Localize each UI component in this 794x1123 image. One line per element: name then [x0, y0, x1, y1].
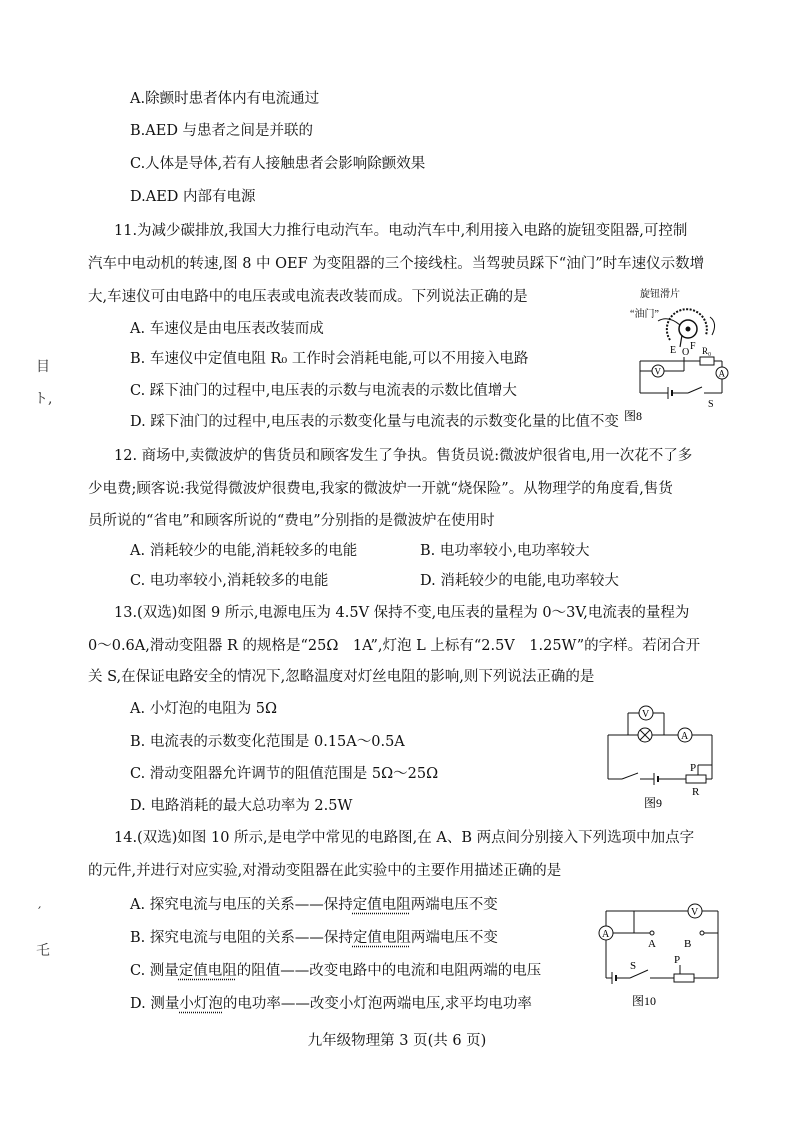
fig8-f: F — [690, 341, 696, 352]
q11-stem-2: 汽车中电动机的转速,图 8 中 OEF 为变阻器的三个接线柱。当驾驶员踩下“油门”时车速仪示数增 — [88, 256, 705, 272]
q10-option-a: A.除颤时患者体内有电流通过 — [130, 91, 320, 107]
fig10-caption: 图10 — [632, 994, 657, 1008]
fig10-b: B — [684, 938, 692, 950]
q13-stem-1: 13.(双选)如图 9 所示,电源电压为 4.5V 保持不变,电压表的量程为 0～3V,电流表的量程为 — [114, 605, 690, 621]
fig9-caption: 图9 — [644, 796, 663, 810]
q12-option-b: B. 电功率较小,电功率较大 — [420, 543, 590, 559]
fig8-e: E — [670, 345, 677, 356]
q12-option-c: C. 电功率较小,消耗较多的电能 — [130, 573, 329, 589]
fig8-ammeter: A — [718, 368, 725, 379]
q11-stem-1: 11.为减少碳排放,我国大力推行电动汽车。电动汽车中,利用接入电路的旋钮变阻器,可控制 — [114, 223, 688, 239]
q12-stem-3: 员所说的“省电”和顾客所说的“费电”分别指的是微波炉在使用时 — [88, 513, 495, 529]
q11-option-d: D. 踩下油门的过程中,电压表的示数变化量与电流表的示数变化量的比值不变 — [130, 414, 619, 430]
fig10-voltmeter: V — [691, 907, 699, 918]
margin-mark-2: ト, — [34, 391, 53, 407]
figure-10 — [578, 893, 728, 1018]
fig10-p: P — [674, 954, 681, 966]
fig8-pedal-label: “油门” — [630, 309, 659, 320]
fig8-r0: R₀ — [702, 346, 712, 356]
fig8-s: S — [708, 399, 714, 410]
figure-8 — [622, 285, 732, 440]
fig8-voltmeter: V — [654, 366, 661, 377]
q13-stem-2: 0～0.6A,滑动变阻器 R 的规格是“25Ω 1A”,灯泡 L 上标有“2.5V 1.25W”的字样。若闭合开 — [88, 638, 701, 654]
margin-mark-4: 乇 — [36, 943, 50, 959]
figure-9 — [598, 695, 723, 815]
q14-option-d-dotted: 小灯泡 — [179, 996, 223, 1012]
q14-option-b: B. 探究电流与电阻的关系——保持定值电阻两端电压不变 — [130, 930, 498, 946]
margin-mark-1: 目 — [36, 359, 50, 375]
q11-option-c: C. 踩下油门的过程中,电压表的示数与电流表的示数比值增大 — [130, 383, 517, 399]
q10-option-d: D.AED 内部有电源 — [130, 189, 256, 205]
q14-option-b-dotted: 定值电阻 — [352, 930, 411, 946]
q12-option-a: A. 消耗较少的电能,消耗较多的电能 — [130, 543, 358, 559]
q13-option-d: D. 电路消耗的最大总功率为 2.5W — [130, 798, 353, 814]
q10-option-c: C.人体是导体,若有人接触患者会影响除颤效果 — [130, 156, 426, 172]
q14-stem-1: 14.(双选)如图 10 所示,是电学中常见的电路图,在 A、B 两点间分别接入下列选项中加点字 — [114, 830, 695, 846]
q14-option-c: C. 测量定值电阻的阻值——改变电路中的电流和电阻两端的电压 — [130, 963, 542, 979]
q14-stem-2: 的元件,并进行对应实验,对滑动变阻器在此实验中的主要作用描述正确的是 — [88, 863, 562, 879]
fig8-o: O — [682, 347, 690, 358]
q14-option-d: D. 测量小灯泡的电功率——改变小灯泡两端电压,求平均电功率 — [130, 996, 532, 1012]
fig10-a: A — [648, 938, 656, 950]
fig10-s: S — [630, 960, 637, 972]
q11-stem-3: 大,车速仪可由电路中的电压表或电流表改装而成。下列说法正确的是 — [88, 289, 528, 305]
q13-option-a: A. 小灯泡的电阻为 5Ω — [130, 701, 278, 717]
q10-option-b: B.AED 与患者之间是并联的 — [130, 123, 314, 139]
q11-option-b: B. 车速仪中定值电阻 R₀ 工作时会消耗电能,可以不用接入电路 — [130, 351, 529, 367]
fig10-ammeter: A — [602, 929, 610, 940]
fig8-knob-label: 旋钮滑片 — [640, 289, 680, 300]
margin-mark-3: ′ — [38, 905, 42, 921]
fig9-p: P — [690, 762, 697, 774]
q14-option-a: A. 探究电流与电压的关系——保持定值电阻两端电压不变 — [130, 897, 498, 913]
q11-option-a: A. 车速仪是由电压表改装而成 — [130, 321, 324, 337]
q14-option-c-dotted: 定值电阻 — [178, 963, 237, 979]
q14-option-a-dotted: 定值电阻 — [352, 897, 411, 913]
fig9-voltmeter: V — [642, 709, 650, 720]
q13-stem-3: 关 S,在保证电路安全的情况下,忽略温度对灯丝电阻的影响,则下列说法正确的是 — [88, 669, 595, 685]
page-footer: 九年级物理第 3 页(共 6 页) — [307, 1033, 487, 1049]
fig8-caption: 图8 — [624, 409, 643, 423]
q13-option-c: C. 滑动变阻器允许调节的阻值范围是 5Ω～25Ω — [130, 766, 439, 782]
q12-stem-2: 少电费;顾客说:我觉得微波炉很费电,我家的微波炉一开就“烧保险”。从物理学的角度看,售货 — [88, 481, 673, 497]
fig9-r: R — [692, 786, 700, 798]
q12-option-d: D. 消耗较少的电能,电功率较大 — [420, 573, 619, 589]
q13-option-b: B. 电流表的示数变化范围是 0.15A～0.5A — [130, 734, 405, 750]
q12-stem-1: 12. 商场中,卖微波炉的售货员和顾客发生了争执。售货员说:微波炉很省电,用一次花不了多 — [114, 448, 693, 464]
fig9-ammeter: A — [681, 731, 689, 742]
